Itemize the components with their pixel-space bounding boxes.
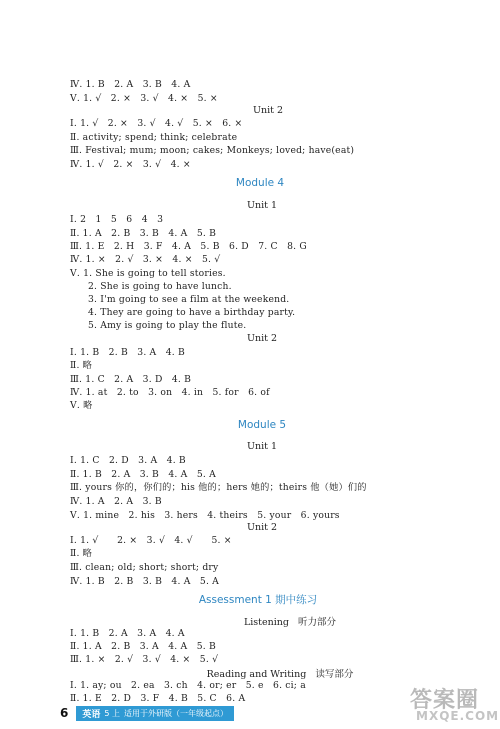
unit-heading: Unit 1 [246,200,278,211]
footer-banner [76,706,234,721]
footer-edition: 适用于外研版（一年级起点） [124,708,229,718]
text-line: Ⅰ. 1. C 2. D 3. A 4. B [70,455,186,466]
text-line: Ⅳ. 1. A 2. A 3. B [70,496,162,507]
footer-grade: 5 上 [104,708,121,718]
text-line: Ⅴ. 1. √ 2. × 3. √ 4. × 5. × [70,93,218,104]
text-line: Ⅰ. 1. ay; ou 2. ea 3. ch 4. or; er 5. e 6. ci; a [70,680,306,691]
text-line: Ⅱ. 1. B 2. A 3. B 4. A 5. A [70,469,216,480]
text-line: Ⅲ. yours 你的，你们的；his 他的；hers 她的；theirs 他（她）们的 [70,482,367,493]
assessment-heading: Assessment 1 期中练习 [198,594,318,606]
footer-subject: 英语 [82,709,101,720]
page-number: 6 [60,706,69,720]
text-line: Ⅱ. activity; spend; think; celebrate [70,132,238,143]
section-heading: Listening 听力部分 [243,617,337,628]
module-heading: Module 5 [237,419,287,431]
text-line: 5. Amy is going to play the flute. [88,320,247,331]
text-line: Ⅰ. 2 1 5 6 4 3 [70,214,164,225]
text-line: Ⅲ. 1. C 2. A 3. D 4. B [70,374,192,385]
text-line: Ⅳ. 1. B 2. A 3. B 4. A [70,79,191,90]
text-line: Ⅲ. Festival; mum; moon; cakes; Monkeys; loved; have(eat) [70,145,355,156]
text-line: Ⅲ. 1. × 2. √ 3. √ 4. × 5. √ [70,654,219,665]
module-heading: Module 4 [235,177,285,189]
text-line: Ⅳ. 1. √ 2. × 3. √ 4. × [70,159,191,170]
unit-heading: Unit 2 [246,333,278,344]
text-line: Ⅱ. 1. A 2. B 3. A 4. A 5. B [70,641,216,652]
unit-heading: Unit 2 [246,522,278,533]
text-line: Ⅳ. 1. B 2. B 3. B 4. A 5. A [70,576,220,587]
text-line: Ⅰ. 1. √ 2. × 3. √ 4. √ 5. × 6. × [70,118,243,129]
text-line: Ⅱ. 略 [70,548,93,559]
unit-heading: Unit 2 [252,105,284,116]
text-line: Ⅰ. 1. B 2. B 3. A 4. B [70,347,185,358]
text-line: Ⅱ. 1. E 2. D 3. F 4. B 5. C 6. A [70,693,246,704]
text-line: Ⅴ. 1. She is going to tell stories. [70,268,226,279]
text-line: Ⅳ. 1. at 2. to 3. on 4. in 5. for 6. of [70,387,270,398]
watermark-main: 答案圈 [410,688,480,713]
text-line: Ⅱ. 略 [70,360,93,371]
text-line: Ⅳ. 1. × 2. √ 3. × 4. × 5. √ [70,254,221,265]
text-line: Ⅰ. 1. B 2. A 3. A 4. A [70,628,185,639]
text-line: Ⅲ. 1. E 2. H 3. F 4. A 5. B 6. D 7. C 8. G [70,241,307,252]
page-footer [60,706,234,720]
text-line: Ⅱ. 1. A 2. B 3. B 4. A 5. B [70,228,217,239]
unit-heading: Unit 1 [246,441,278,452]
watermark-logo [408,683,500,725]
text-line: Ⅰ. 1. √ 2. × 3. √ 4. √ 5. × [70,535,232,546]
text-line: Ⅴ. 略 [70,400,93,411]
text-line: Ⅲ. clean; old; short; short; dry [70,562,219,573]
text-line: 4. They are going to have a birthday party. [88,307,296,318]
section-heading: Reading and Writing 读写部分 [206,669,354,680]
text-line: 3. I'm going to see a film at the weekend. [88,294,290,305]
text-line: Ⅴ. 1. mine 2. his 3. hers 4. theirs 5. your 6. yours [70,510,340,521]
watermark-sub: MXQE.COM [416,709,500,723]
text-line: 2. She is going to have lunch. [88,281,232,292]
